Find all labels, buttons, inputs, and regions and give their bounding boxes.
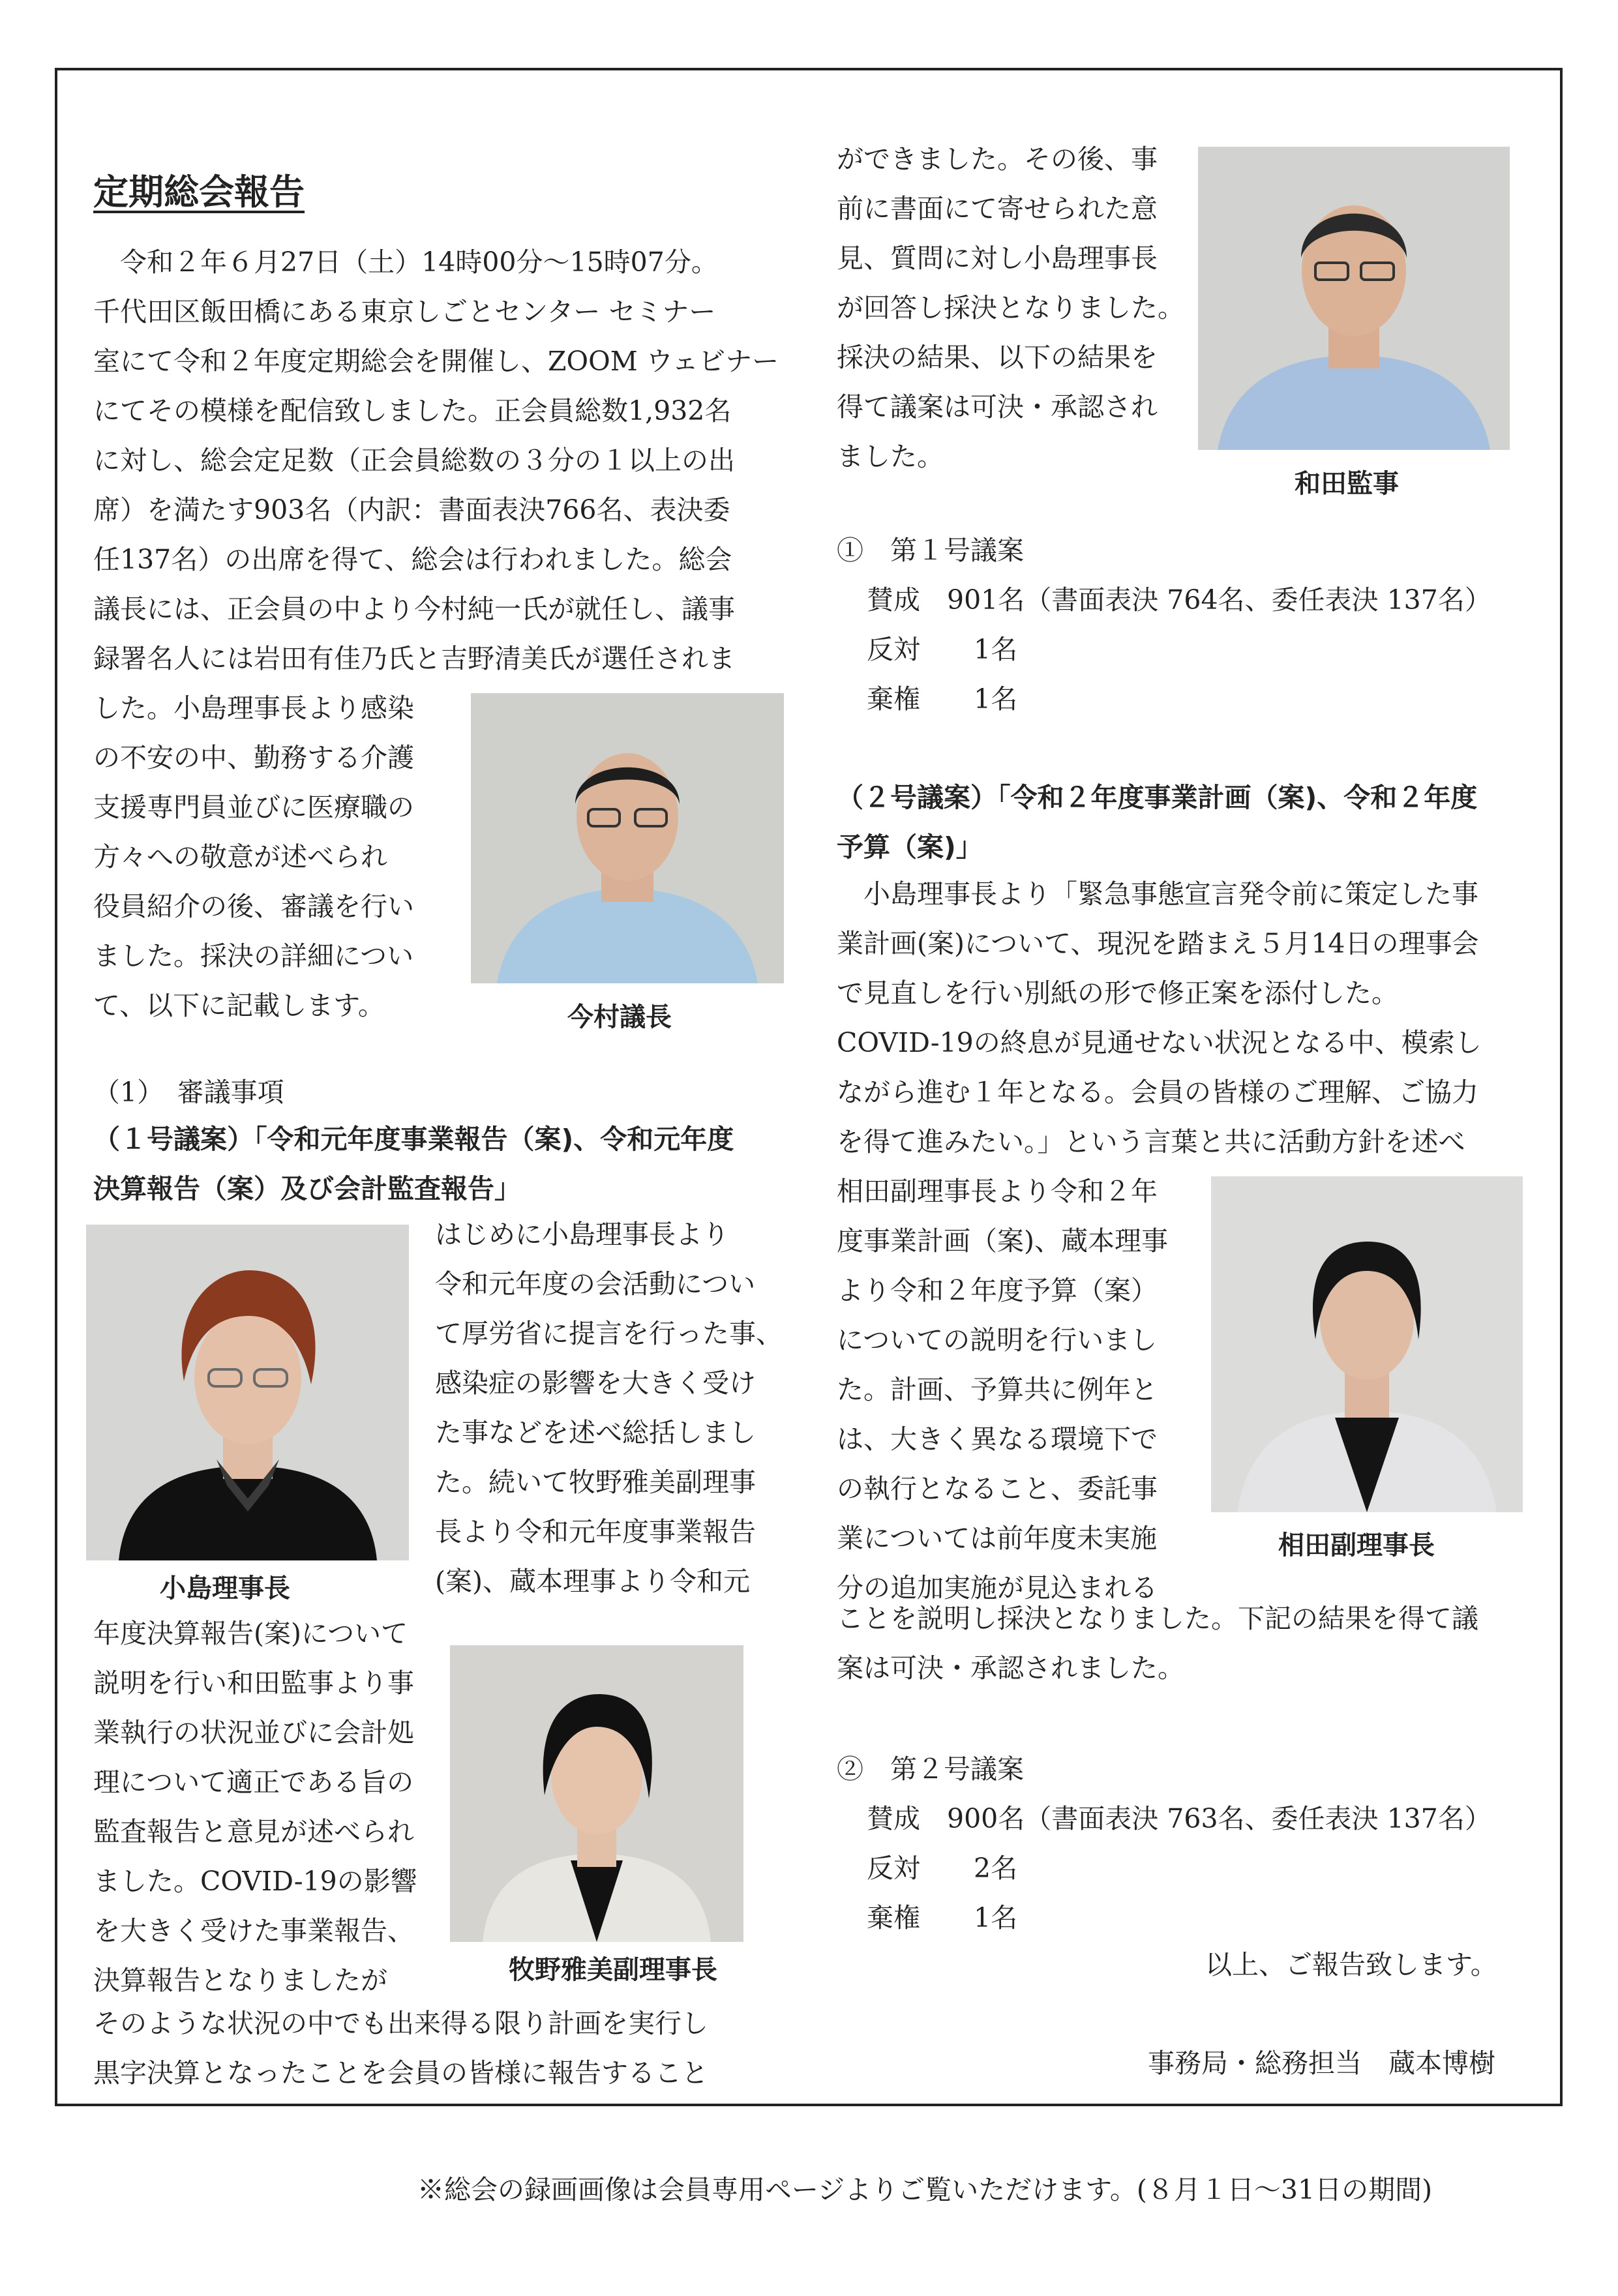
text-line: 相田副理事長より令和２年 [837,1176,1158,1207]
text-line: た事などを述べ総括しまし [435,1417,756,1448]
text-line: 説明を行い和田監事より事 [93,1667,414,1699]
text-line: 千代田区飯田橋にある東京しごとセンター セミナー [93,296,716,327]
caption-makino: 牧野雅美副理事長 [509,1955,717,1985]
text-line: 決算報告となりましたが [93,1965,387,1996]
text-line: 令和元年度の会活動につい [435,1268,756,1300]
text-line: 感染症の影響を大きく受け [435,1367,756,1399]
text-line: そのような状況の中でも出来得る限り計画を実行し [93,2008,708,2039]
text-line: 理について適正である旨の [93,1767,414,1798]
text-line: 席）を満たす903名（内訳：書面表決766名、表決委 [93,494,730,526]
text-line: 方々への敬意が述べられ [93,841,387,872]
text-line: COVID-19の終息が見通せない状況となる中、模索し [837,1027,1482,1058]
vote1-row: 反対 1名 [867,634,1018,665]
section-label: （1） 審議事項 [93,1077,284,1108]
agenda2-full-paragraph [837,1594,1478,1693]
text-line: を得て進みたい。」という言葉と共に活動方針を述べ [837,1126,1465,1157]
heading-line: （２号議案）「令和２年度事業計画（案)、令和２年度 [837,782,1478,813]
text-line: 案は可決・承認されました。 [837,1652,1184,1684]
text-line: はじめに小島理事長より [435,1219,729,1250]
text-line: した。小島理事長より感染 [93,693,414,724]
vote2-row: 賛成 900名（書面表決 763名、委任表決 137名） [867,1803,1491,1834]
photo-makino [450,1645,743,1942]
right-top-paragraph [837,134,1184,481]
text-line: を大きく受けた事業報告、 [93,1915,414,1946]
agenda1-heading [93,1114,734,1214]
text-line: に対し、総会定足数（正会員総数の３分の１以上の出 [93,445,735,476]
text-line: 室にて令和２年度定期総会を開催し、ZOOM ウェビナー [93,346,779,377]
caption-imamura: 今村議長 [567,1002,672,1032]
text-line: にてその模様を配信致しました。正会員総数1,932名 [93,395,732,426]
heading-line: 決算報告（案）及び会計監査報告」 [93,1173,521,1204]
text-line: 小島理事長より「緊急事態宣言発令前に策定した事 [837,878,1478,910]
text-line: は、大きく異なる環境下で [837,1424,1158,1455]
agenda1-left-paragraph [93,1609,417,2005]
text-line: の執行となること、委託事 [837,1473,1158,1504]
text-line: (案)、蔵本理事より令和元 [435,1566,750,1597]
vote2-row: 棄権 1名 [867,1902,1018,1933]
text-line: より令和２年度予算（案） [837,1275,1158,1306]
text-line: 前に書面にて寄せられた意 [837,193,1158,224]
text-line: 長より令和元年度事業報告 [435,1516,756,1547]
agenda1-right-paragraph [435,1210,783,1606]
text-line: 任137名）の出席を得て、総会は行われました。総会 [93,544,732,575]
text-line: 見、質問に対し小島理事長 [837,243,1158,274]
photo-kojima [86,1225,409,1560]
agenda1-full-paragraph [93,1999,708,2098]
text-line: 録署名人には岩田有佳乃氏と吉野清美氏が選任されま [93,643,735,674]
text-line: 監査報告と意見が述べられ [93,1816,414,1847]
text-line: 得て議案は可決・承認され [837,391,1158,423]
text-line: 令和２年６月27日（土）14時00分～15時07分。 [93,246,718,278]
text-line: 度事業計画（案)、蔵本理事 [837,1225,1168,1257]
caption-aida: 相田副理事長 [1278,1530,1435,1560]
photo-aida [1211,1176,1523,1512]
agenda2-heading [837,773,1477,872]
vote1-label: ① 第１号議案 [837,535,1024,566]
caption-wada: 和田監事 [1295,469,1399,499]
text-line: て、以下に記載します。 [93,990,385,1021]
photo-imamura [471,693,784,983]
text-line: 業執行の状況並びに会計処 [93,1717,414,1748]
text-line: ができました。その後、事 [837,143,1158,175]
vote2-label: ② 第２号議案 [837,1753,1024,1785]
text-line: 業計画(案)について、現況を踏まえ５月14日の理事会 [837,928,1479,959]
agenda2-narrow-paragraph [837,1167,1168,1613]
text-line: た。計画、予算共に例年と [837,1374,1158,1405]
vote1-row: 棄権 1名 [867,683,1018,715]
text-line: ました。COVID-19の影響 [93,1866,417,1897]
closing-text: 以上、ご報告致します。 [1205,1949,1497,1980]
text-line: 黒字決算となったことを会員の皆様に報告すること [93,2057,708,2089]
text-line: ました。採決の詳細につい [93,940,414,972]
text-line: 採決の結果、以下の結果を [837,342,1158,373]
heading-line: 予算（案)」 [837,831,983,863]
text-line: が回答し採決となりました。 [837,292,1184,323]
text-line: 役員紹介の後、審議を行い [93,891,414,922]
agenda2-paragraph [837,869,1482,1167]
signature: 事務局・総務担当 蔵本博樹 [1148,2048,1495,2079]
intro-narrow-paragraph [93,683,414,1030]
page-title: 定期総会報告 [93,171,305,213]
text-line: ました。 [837,441,944,472]
photo-wada [1198,147,1510,450]
intro-paragraph [93,237,779,683]
text-line: ながら進む１年となる。会員の皆様のご理解、ご協力 [837,1077,1478,1108]
text-line: についての説明を行いまし [837,1324,1158,1356]
text-line: 分の追加実施が見込まれる [837,1572,1158,1603]
text-line: 支援専門員並びに医療職の [93,792,414,823]
vote2-block [837,1744,1491,1943]
text-line: た。続いて牧野雅美副理事 [435,1467,756,1498]
heading-line: （１号議案）「令和元年度事業報告（案)、令和元年度 [93,1124,734,1155]
caption-kojima: 小島理事長 [160,1573,290,1603]
text-line: 業については前年度未実施 [837,1523,1158,1554]
text-line: の不安の中、勤務する介護 [93,742,414,773]
text-line: 年度決算報告(案)について [93,1618,408,1649]
text-line: ことを説明し採決となりました。下記の結果を得て議 [837,1603,1478,1634]
text-line: で見直しを行い別紙の形で修正案を添付した。 [837,977,1398,1009]
text-line: 議長には、正会員の中より今村純一氏が就任し、議事 [93,593,735,625]
vote1-row: 賛成 901名（書面表決 764名、委任表決 137名） [867,584,1491,616]
vote1-block [837,526,1491,724]
vote2-row: 反対 2名 [867,1853,1018,1884]
footer-note: ※総会の録画画像は会員専用ページよりご覧いただけます。(８月１日～31日の期間) [417,2174,1433,2205]
text-line: て厚労省に提言を行った事、 [435,1318,783,1349]
